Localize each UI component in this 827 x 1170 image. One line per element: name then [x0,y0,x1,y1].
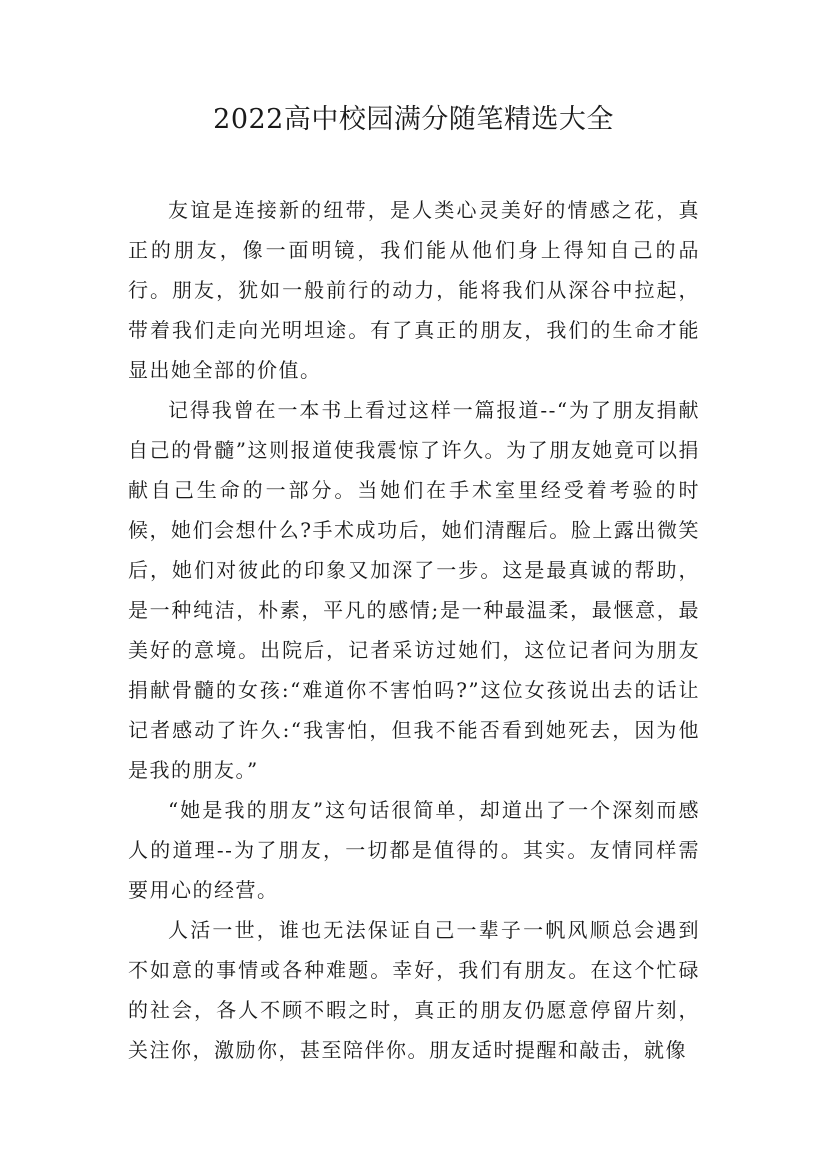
paragraph-3: “她是我的朋友”这句话很简单，却道出了一个深刻而感人的道理--为了朋友，一切都是值得的。其实。友情同样需要用心的经营。 [128,798,700,902]
paragraph-4: 人活一世，谁也无法保证自己一辈子一帆风顺总会遇到不如意的事情或各种难题。幸好，我们有朋友。在这个忙碌的社会，各人不顾不暇之时，真正的朋友仍愿意停留片刻，关注你，激励你，甚至陪伴你。朋友适时提醒和敲击，就像 [128,918,700,1062]
document-title: 2022高中校园满分随笔精选大全 [213,104,614,135]
paragraph-2: 记得我曾在一本书上看过这样一篇报道--“为了朋友捐献自己的骨髓”这则报道使我震惊了许久。为了朋友她竟可以捐献自己生命的一部分。当她们在手术室里经受着考验的时候，她们会想什么?手术成功后，她们清醒后。脸上露出微笑后，她们对彼此的印象又加深了一步。这是最真诚的帮助，是一种纯洁，朴素，平凡的感情;是一种最温柔，最惬意，最美好的意境。出院后，记者采访过她们，这位记者问为朋友捐献骨髓的女孩:“难道你不害怕吗?”这位女孩说出去的话让记者感动了许久:“我害怕，但我不能否看到她死去，因为他是我的朋友。” [128,398,700,782]
paragraph-1: 友谊是连接新的纽带，是人类心灵美好的情感之花，真正的朋友，像一面明镜，我们能从他们身上得知自己的品行。朋友，犹如一般前行的动力，能将我们从深谷中拉起，带着我们走向光明坦途。有了真正的朋友，我们的生命才能显出她全部的价值。 [128,198,700,382]
document-body [128,190,700,1070]
